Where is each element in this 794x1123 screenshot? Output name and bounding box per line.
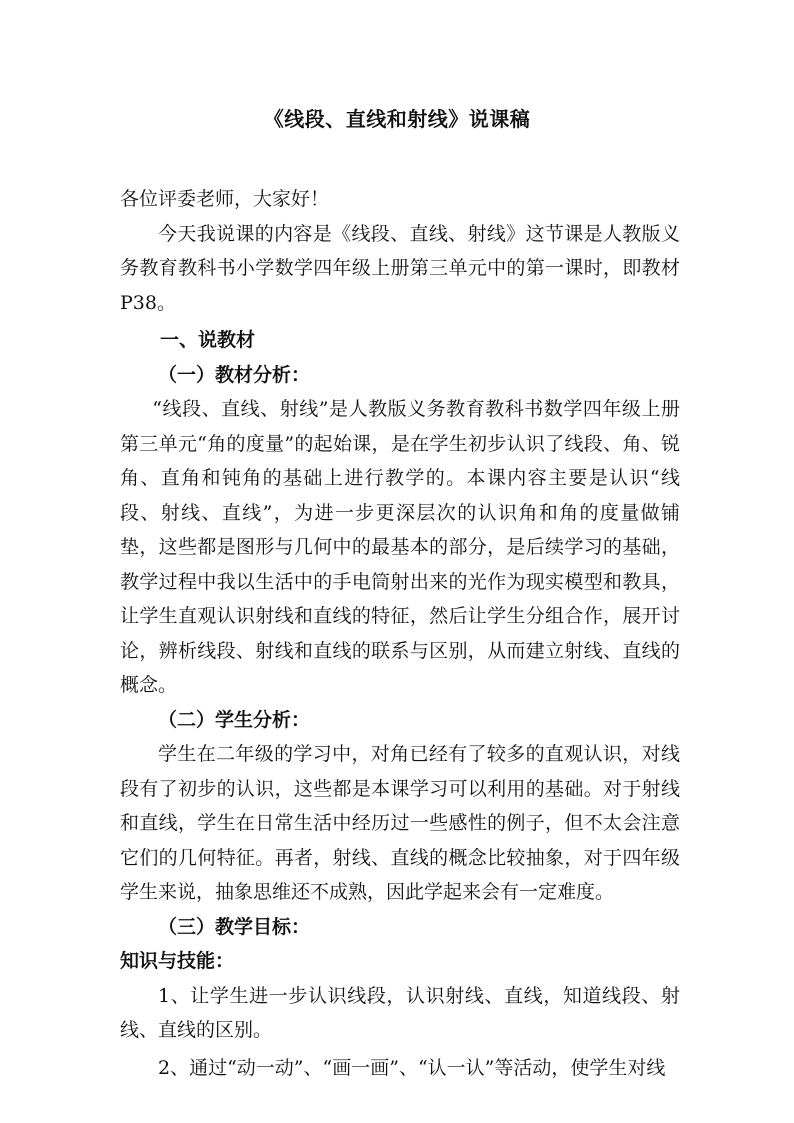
knowledge-skills-heading: 知识与技能： [120,950,235,972]
subsection-heading-teaching-goals: （三）教学目标： [158,915,311,938]
document-body [120,182,680,1085]
subsection-heading-student-analysis: （二）学生分析： [158,708,311,731]
goal-item-1: 1、让学生进一步认识线段，认识射线、直线，知道线段、射线、直线的区别。 [120,984,680,1041]
student-analysis-paragraph: 学生在二年级的学习中，对角已经有了较多的直观认识，对线段有了初步的认识，这些都是本课学习可以利用的基础。对于射线和直线，学生在日常生活中经历过一些感性的例子，但不太会注意它们的几何特征。再者，射线、直线的概念比较抽象，对于四年级学生来说，抽象思维还不成熟，因此学起来会有一定难度。 [120,743,680,903]
intro-paragraph: 今天我说课的内容是《线段、直线、射线》这节课是人教版义务教育教科书小学数学四年级上册第三单元中的第一课时，即教材P38。 [120,222,680,314]
goal-item-2: 2、通过“动一动”、“画一画”、“认一认”等活动，使学生对线 [158,1056,666,1079]
section-heading-textbook: 一、说教材 [160,329,256,351]
greeting: 各位评委老师，大家好！ [120,188,330,210]
material-analysis-paragraph: “线段、直线、射线”是人教版义务教育教科书数学四年级上册第三单元“角的度量”的起始课，是在学生初步认识了线段、角、锐角、直角和钝角的基础上进行教学的。本课内容主要是认识“线段、射线、直线”，为进一步更深层次的认识角和角的度量做铺垫，这些都是图形与几何中的最基本的部分，是后续学习的基础，教学过程中我以生活中的手电筒射出来的光作为现实模型和教具，让学生直观认识射线和直线的特征，然后让学生分组合作，展开讨论，辨析线段、射线和直线的联系与区别，从而建立射线、直线的概念。 [120,398,680,696]
document-title: 《线段、直线和射线》说课稿 [263,107,531,131]
subsection-heading-material-analysis: （一）教材分析： [158,363,311,386]
